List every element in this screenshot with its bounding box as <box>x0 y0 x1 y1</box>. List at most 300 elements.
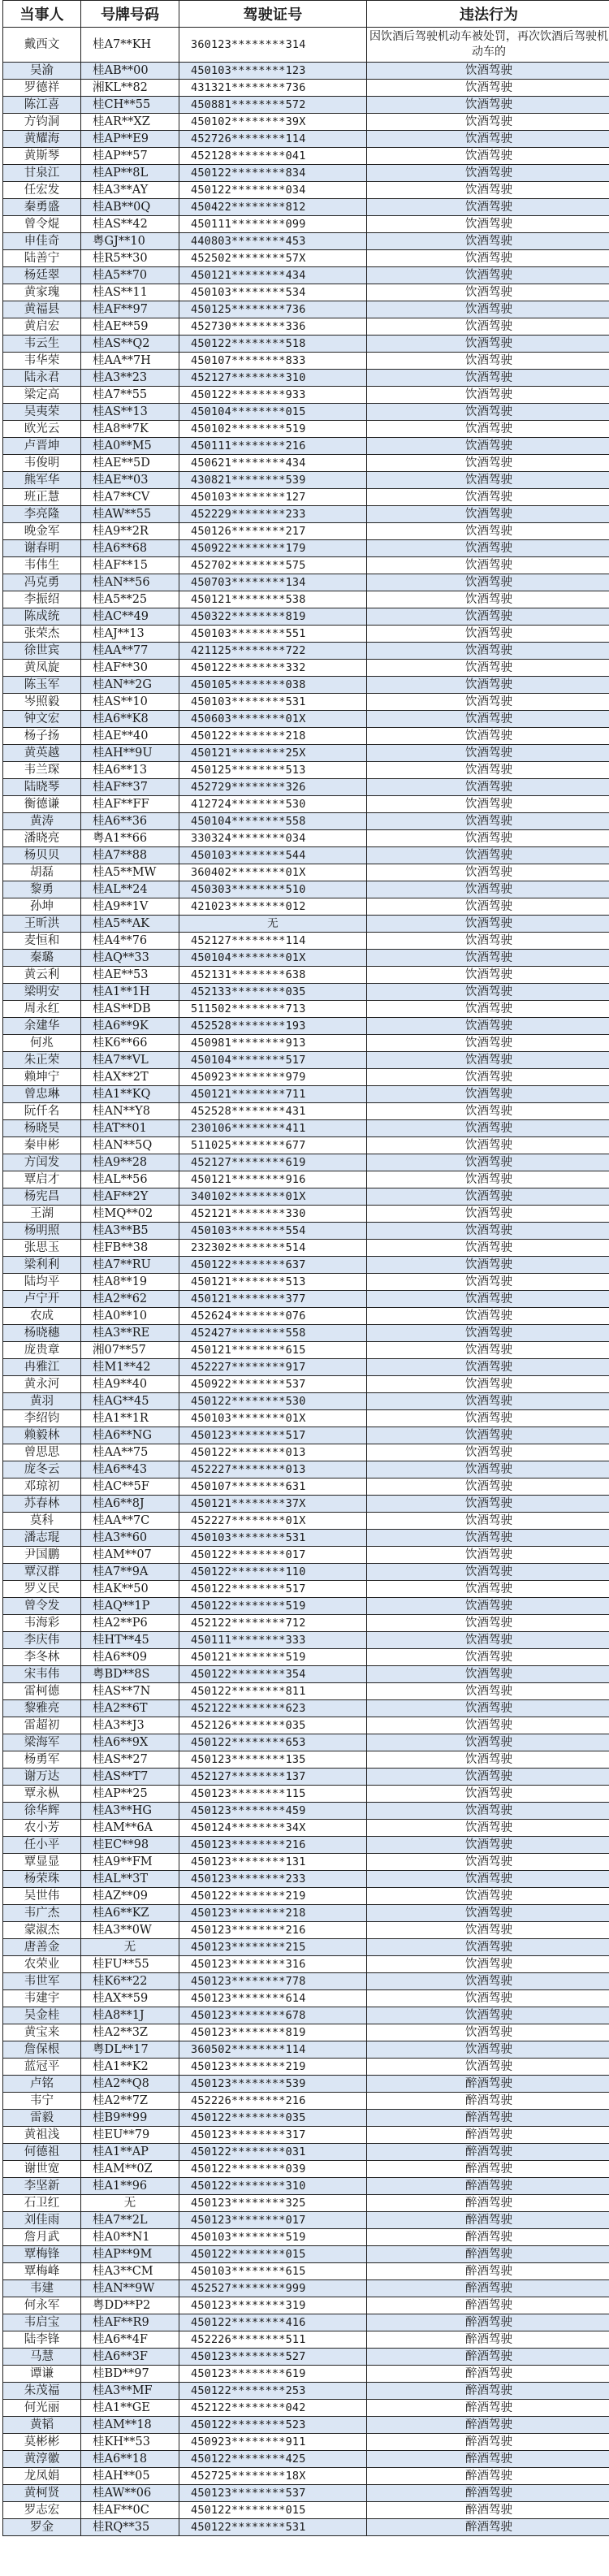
license-number: 452122********712 <box>179 1615 367 1632</box>
party-name: 曾令焜 <box>3 216 81 233</box>
party-name: 詹保根 <box>3 2041 81 2059</box>
table-row <box>3 591 609 608</box>
party-name: 罗义民 <box>3 1581 81 1598</box>
license-number: 450123********316 <box>179 1956 367 1973</box>
plate-number: 桂A2**62 <box>81 1291 179 1308</box>
license-number: 450603********01X <box>179 711 367 728</box>
party-name: 李绍钧 <box>3 1410 81 1427</box>
license-number: 450123********215 <box>179 1939 367 1956</box>
table-row <box>3 1035 609 1052</box>
violation-text: 饮酒驾驶 <box>367 779 609 796</box>
table-row <box>3 1751 609 1769</box>
violation-text: 饮酒驾驶 <box>367 353 609 370</box>
table-row <box>3 114 609 131</box>
table-row <box>3 1786 609 1803</box>
plate-number: 桂AM**07 <box>81 1547 179 1564</box>
violation-text: 饮酒驾驶 <box>367 796 609 813</box>
table-row <box>3 1444 609 1461</box>
violation-text: 饮酒驾驶 <box>367 933 609 950</box>
violation-text: 饮酒驾驶 <box>367 1666 609 1683</box>
plate-number: 桂A6**9K <box>81 1018 179 1035</box>
violation-text: 饮酒驾驶 <box>367 1274 609 1291</box>
violation-text: 饮酒驾驶 <box>367 1547 609 1564</box>
license-number: 412724********530 <box>179 796 367 813</box>
party-name: 农荣业 <box>3 1956 81 1973</box>
party-name: 王昕洪 <box>3 916 81 933</box>
table-row <box>3 643 609 660</box>
table-row <box>3 1956 609 1973</box>
license-number: 450121********538 <box>179 591 367 608</box>
violation-text: 饮酒驾驶 <box>367 80 609 97</box>
violation-text: 饮酒驾驶 <box>367 1478 609 1496</box>
violation-text: 饮酒驾驶 <box>367 1496 609 1513</box>
license-number: 450422********812 <box>179 199 367 216</box>
plate-number: 桂AM**18 <box>81 2417 179 2434</box>
table-row <box>3 898 609 916</box>
plate-number: 桂A1**1R <box>81 1410 179 1427</box>
table-row <box>3 2229 609 2246</box>
violation-text: 饮酒驾驶 <box>367 626 609 643</box>
plate-number: 桂A1**AP <box>81 2144 179 2161</box>
license-number: 450121********519 <box>179 1649 367 1666</box>
party-name: 邓琼初 <box>3 1478 81 1496</box>
license-number: 450107********631 <box>179 1478 367 1496</box>
violation-text: 饮酒驾驶 <box>367 608 609 626</box>
violation-text: 饮酒驾驶 <box>367 1854 609 1871</box>
license-number: 450922********537 <box>179 1376 367 1393</box>
license-number: 421125********722 <box>179 643 367 660</box>
license-number: 450122********015 <box>179 2502 367 2519</box>
license-number: 450621********434 <box>179 455 367 472</box>
table-row <box>3 1240 609 1257</box>
violation-text: 饮酒驾驶 <box>367 284 609 301</box>
plate-number: 桂AN**Y8 <box>81 1103 179 1120</box>
party-name: 韦云生 <box>3 336 81 353</box>
table-row <box>3 472 609 489</box>
license-number: 450122********013 <box>179 1444 367 1461</box>
plate-number: 桂FB**38 <box>81 1240 179 1257</box>
violation-text: 饮酒驾驶 <box>367 557 609 574</box>
table-row <box>3 1188 609 1206</box>
party-name: 王湖 <box>3 1206 81 1223</box>
table-row <box>3 182 609 199</box>
license-number: 452127********137 <box>179 1769 367 1786</box>
party-name: 陈江喜 <box>3 97 81 114</box>
plate-number: 桂A6**68 <box>81 540 179 557</box>
plate-number: 桂AE**53 <box>81 967 179 984</box>
plate-number: 桂A4**76 <box>81 933 179 950</box>
license-number: 450122********332 <box>179 660 367 677</box>
violation-text: 醉酒驾驶 <box>367 2161 609 2178</box>
table-row <box>3 2519 609 2536</box>
plate-number: 桂CH**55 <box>81 97 179 114</box>
violation-text: 饮酒驾驶 <box>367 1939 609 1956</box>
plate-number: 桂A3**23 <box>81 370 179 387</box>
plate-number: 粤DL**17 <box>81 2041 179 2059</box>
party-name: 庞冬云 <box>3 1461 81 1478</box>
violation-text: 醉酒驾驶 <box>367 2229 609 2246</box>
violation-text: 饮酒驾驶 <box>367 455 609 472</box>
table-row <box>3 1905 609 1922</box>
table-row <box>3 318 609 336</box>
plate-number: 桂KH**53 <box>81 2434 179 2451</box>
party-name: 陆善宁 <box>3 250 81 267</box>
violation-text: 饮酒驾驶 <box>367 1803 609 1820</box>
table-row <box>3 1615 609 1632</box>
plate-number: 桂AL**56 <box>81 1171 179 1188</box>
table-row <box>3 455 609 472</box>
violation-text: 饮酒驾驶 <box>367 1513 609 1530</box>
license-number: 450122********035 <box>179 2110 367 2127</box>
violation-text: 饮酒驾驶 <box>367 1922 609 1939</box>
violation-text: 饮酒驾驶 <box>367 1717 609 1734</box>
table-row <box>3 2314 609 2331</box>
table-row <box>3 1018 609 1035</box>
table-row <box>3 199 609 216</box>
license-number: 340102********01X <box>179 1188 367 1206</box>
party-name: 谢万达 <box>3 1769 81 1786</box>
table-row <box>3 1581 609 1598</box>
party-name: 农成 <box>3 1308 81 1325</box>
violation-text: 饮酒驾驶 <box>367 1342 609 1359</box>
party-name: 何兆 <box>3 1035 81 1052</box>
party-name: 阮仟名 <box>3 1103 81 1120</box>
violation-text: 饮酒驾驶 <box>367 1461 609 1478</box>
party-name: 唐善金 <box>3 1939 81 1956</box>
license-number: 450123********517 <box>179 1427 367 1444</box>
license-number: 452227********013 <box>179 1461 367 1478</box>
violation-text: 饮酒驾驶 <box>367 1632 609 1649</box>
license-number: 450121********37X <box>179 1496 367 1513</box>
table-row <box>3 1223 609 1240</box>
plate-number: 桂AK**50 <box>81 1581 179 1598</box>
party-name: 熊军华 <box>3 472 81 489</box>
plate-number: 桂A2**6T <box>81 1700 179 1717</box>
party-name: 孙坤 <box>3 898 81 916</box>
license-number: 450107********833 <box>179 353 367 370</box>
party-name: 曾忠琳 <box>3 1086 81 1103</box>
table-row <box>3 1513 609 1530</box>
table-row <box>3 1530 609 1547</box>
violation-text: 饮酒驾驶 <box>367 250 609 267</box>
table-row <box>3 2400 609 2417</box>
table-row <box>3 1803 609 1820</box>
plate-number: 桂EC**98 <box>81 1837 179 1854</box>
license-number: 450124********34X <box>179 1820 367 1837</box>
violation-text: 饮酒驾驶 <box>367 506 609 523</box>
license-number: 360402********01X <box>179 864 367 881</box>
license-number: 230106********411 <box>179 1120 367 1137</box>
violation-text: 饮酒驾驶 <box>367 1120 609 1137</box>
license-number: 450125********736 <box>179 301 367 318</box>
license-number: 450122********034 <box>179 182 367 199</box>
license-number: 450122********530 <box>179 1393 367 1410</box>
party-name: 杨晓昊 <box>3 1120 81 1137</box>
license-number: 452528********431 <box>179 1103 367 1120</box>
violation-text: 饮酒驾驶 <box>367 1188 609 1206</box>
party-name: 罗志宏 <box>3 2502 81 2519</box>
party-name: 韦华荣 <box>3 353 81 370</box>
party-name: 杨明照 <box>3 1223 81 1240</box>
table-row <box>3 1632 609 1649</box>
plate-number: 桂K6**66 <box>81 1035 179 1052</box>
table-row <box>3 1086 609 1103</box>
party-name: 黄永河 <box>3 1376 81 1393</box>
violation-text: 饮酒驾驶 <box>367 830 609 847</box>
license-number: 511502********713 <box>179 1001 367 1018</box>
license-number: 452502********57X <box>179 250 367 267</box>
violation-text: 醉酒驾驶 <box>367 2366 609 2383</box>
table-row <box>3 2280 609 2297</box>
table-row <box>3 2144 609 2161</box>
party-name: 杨廷翠 <box>3 267 81 284</box>
table-row <box>3 301 609 318</box>
plate-number: 桂AP**E9 <box>81 131 179 148</box>
party-name: 莫彬彬 <box>3 2434 81 2451</box>
violation-text: 饮酒驾驶 <box>367 233 609 250</box>
plate-number: 桂A9**1V <box>81 898 179 916</box>
violation-text: 饮酒驾驶 <box>367 63 609 80</box>
plate-number: 桂AW**55 <box>81 506 179 523</box>
violation-text: 饮酒驾驶 <box>367 182 609 199</box>
party-name: 黄英越 <box>3 745 81 762</box>
party-name: 宋韦伟 <box>3 1666 81 1683</box>
violation-text: 醉酒驾驶 <box>367 2400 609 2417</box>
table-row <box>3 1700 609 1717</box>
violation-text: 饮酒驾驶 <box>367 1734 609 1751</box>
plate-number: 桂AF**0C <box>81 2502 179 2519</box>
license-number: 232302********514 <box>179 1240 367 1257</box>
violation-text: 饮酒驾驶 <box>367 2041 609 2059</box>
table-row <box>3 1257 609 1274</box>
license-number: 450121********434 <box>179 267 367 284</box>
violation-text: 饮酒驾驶 <box>367 1564 609 1581</box>
table-row <box>3 336 609 353</box>
license-number: 450121********513 <box>179 1274 367 1291</box>
header-plate: 号牌号码 <box>81 1 179 28</box>
plate-number: 桂AN**2G <box>81 677 179 694</box>
plate-number: 桂AF**97 <box>81 301 179 318</box>
table-row <box>3 2366 609 2383</box>
table-row <box>3 148 609 165</box>
plate-number: 桂RQ**35 <box>81 2519 179 2536</box>
violation-text: 饮酒驾驶 <box>367 711 609 728</box>
license-number: 452725********18X <box>179 2468 367 2485</box>
license-number: 452127********310 <box>179 370 367 387</box>
plate-number: 桂AQ**33 <box>81 950 179 967</box>
violation-text: 饮酒驾驶 <box>367 1615 609 1632</box>
plate-number: 桂A6**18 <box>81 2451 179 2468</box>
table-row <box>3 353 609 370</box>
table-row <box>3 864 609 881</box>
party-name: 申佳奇 <box>3 233 81 250</box>
party-name: 潘晓亮 <box>3 830 81 847</box>
table-row <box>3 2468 609 2485</box>
table-row <box>3 233 609 250</box>
plate-number: 桂AF**2Y <box>81 1188 179 1206</box>
plate-number: 桂A1**K2 <box>81 2059 179 2076</box>
party-name: 李庆伟 <box>3 1632 81 1649</box>
violation-text: 饮酒驾驶 <box>367 745 609 762</box>
license-number: 450111********216 <box>179 438 367 455</box>
table-row <box>3 1496 609 1513</box>
party-name: 方钧洞 <box>3 114 81 131</box>
plate-number: 桂AS**T7 <box>81 1769 179 1786</box>
table-row <box>3 557 609 574</box>
plate-number: 桂A5**MW <box>81 864 179 881</box>
plate-number: 桂AE**03 <box>81 472 179 489</box>
party-name: 韦兰琛 <box>3 762 81 779</box>
table-row <box>3 1564 609 1581</box>
violation-text: 饮酒驾驶 <box>367 1035 609 1052</box>
party-name: 李振绍 <box>3 591 81 608</box>
table-row <box>3 2041 609 2059</box>
party-name: 卢铭 <box>3 2076 81 2093</box>
plate-number: 桂A6**09 <box>81 1649 179 1666</box>
license-number: 450103********123 <box>179 63 367 80</box>
table-row <box>3 1103 609 1120</box>
table-row <box>3 762 609 779</box>
violation-text: 醉酒驾驶 <box>367 2502 609 2519</box>
party-name: 韦启宝 <box>3 2314 81 2331</box>
party-name: 黄家瑰 <box>3 284 81 301</box>
party-name: 韦建 <box>3 2280 81 2297</box>
table-row <box>3 660 609 677</box>
violation-text: 饮酒驾驶 <box>367 864 609 881</box>
party-name: 冯克勇 <box>3 574 81 591</box>
party-name: 岑照毅 <box>3 694 81 711</box>
party-name: 黄宝来 <box>3 2024 81 2041</box>
license-number: 450322********819 <box>179 608 367 626</box>
plate-number: 桂AF**FF <box>81 796 179 813</box>
table-row <box>3 626 609 643</box>
plate-number: 桂MQ**02 <box>81 1206 179 1223</box>
plate-number: 桂FU**55 <box>81 1956 179 1973</box>
party-name: 秦璐 <box>3 950 81 967</box>
plate-number: 桂AP**8L <box>81 165 179 182</box>
party-name: 欧光云 <box>3 421 81 438</box>
violation-text: 饮酒驾驶 <box>367 404 609 421</box>
party-name: 罗德祥 <box>3 80 81 97</box>
license-number: 450122********517 <box>179 1581 367 1598</box>
plate-number: 桂AE**59 <box>81 318 179 336</box>
table-row <box>3 63 609 80</box>
plate-number: 桂A6**8J <box>81 1496 179 1513</box>
plate-number: 桂A6**43 <box>81 1461 179 1478</box>
license-number: 450703********134 <box>179 574 367 591</box>
violation-text: 饮酒驾驶 <box>367 114 609 131</box>
table-row <box>3 216 609 233</box>
violation-text: 饮酒驾驶 <box>367 336 609 353</box>
plate-number: 桂A3**60 <box>81 1530 179 1547</box>
plate-number: 桂A8**19 <box>81 1274 179 1291</box>
party-name: 潘志琨 <box>3 1530 81 1547</box>
table-row <box>3 267 609 284</box>
violation-text: 醉酒驾驶 <box>367 2383 609 2400</box>
table-row <box>3 1154 609 1171</box>
plate-number: 桂AA**7C <box>81 1513 179 1530</box>
plate-number: 桂AW**06 <box>81 2485 179 2502</box>
party-name: 吴金桂 <box>3 2007 81 2024</box>
party-name: 杨宪昌 <box>3 1188 81 1206</box>
table-row <box>3 1939 609 1956</box>
license-number: 440803********453 <box>179 233 367 250</box>
party-name: 衡德谦 <box>3 796 81 813</box>
license-number: 450122********354 <box>179 1666 367 1683</box>
violation-text: 饮酒驾驶 <box>367 1206 609 1223</box>
violation-text: 饮酒驾驶 <box>367 643 609 660</box>
table-row <box>3 881 609 898</box>
party-name: 李冬林 <box>3 1649 81 1666</box>
license-number: 450303********510 <box>179 881 367 898</box>
license-number: 450103********615 <box>179 2263 367 2280</box>
violation-text: 饮酒驾驶 <box>367 2059 609 2076</box>
violation-text: 饮酒驾驶 <box>367 1393 609 1410</box>
license-number: 450122********218 <box>179 728 367 745</box>
license-number: 452528********193 <box>179 1018 367 1035</box>
violation-text: 饮酒驾驶 <box>367 267 609 284</box>
violation-text: 醉酒驾驶 <box>367 2093 609 2110</box>
plate-number: 桂AF**30 <box>81 660 179 677</box>
violation-text: 饮酒驾驶 <box>367 660 609 677</box>
license-number: 450122********017 <box>179 1547 367 1564</box>
violation-text: 饮酒驾驶 <box>367 847 609 864</box>
violation-text: 饮酒驾驶 <box>367 1257 609 1274</box>
party-name: 冉雅江 <box>3 1359 81 1376</box>
table-body <box>3 28 609 2536</box>
license-number: 450111********099 <box>179 216 367 233</box>
license-number: 450123********527 <box>179 2349 367 2366</box>
table-row <box>3 28 609 63</box>
table-row <box>3 1683 609 1700</box>
table-row <box>3 131 609 148</box>
license-number: 330324********034 <box>179 830 367 847</box>
party-name: 苏春林 <box>3 1496 81 1513</box>
plate-number: 桂AP**57 <box>81 148 179 165</box>
party-name: 秦申彬 <box>3 1137 81 1154</box>
table-row <box>3 1717 609 1734</box>
party-name: 黄羽 <box>3 1393 81 1410</box>
party-name: 谭谦 <box>3 2366 81 2383</box>
violation-text: 饮酒驾驶 <box>367 472 609 489</box>
violation-text: 饮酒驾驶 <box>367 1786 609 1803</box>
license-number: 450122********811 <box>179 1683 367 1700</box>
violation-text: 饮酒驾驶 <box>367 950 609 967</box>
plate-number: 桂AP**9M <box>81 2246 179 2263</box>
table-row <box>3 1990 609 2007</box>
license-number: 450103********519 <box>179 2229 367 2246</box>
party-name: 朱正荣 <box>3 1052 81 1069</box>
license-number: 450122********425 <box>179 2451 367 2468</box>
violation-text: 醉酒驾驶 <box>367 2451 609 2468</box>
party-name: 方闰发 <box>3 1154 81 1171</box>
violation-text: 饮酒驾驶 <box>367 438 609 455</box>
plate-number: 桂A7**55 <box>81 387 179 404</box>
license-number: 452226********216 <box>179 2093 367 2110</box>
plate-number: 桂A3**0W <box>81 1922 179 1939</box>
plate-number: 桂A3**RE <box>81 1325 179 1342</box>
party-name: 黄韬 <box>3 2417 81 2434</box>
plate-number: 桂A7**88 <box>81 847 179 864</box>
plate-number: 桂AJ**13 <box>81 626 179 643</box>
table-row <box>3 165 609 182</box>
license-number: 450104********558 <box>179 813 367 830</box>
party-name: 陆李锋 <box>3 2331 81 2349</box>
plate-number: 桂R5**30 <box>81 250 179 267</box>
violation-text: 饮酒驾驶 <box>367 1888 609 1905</box>
plate-number: 无 <box>81 2195 179 2212</box>
violation-text: 饮酒驾驶 <box>367 1069 609 1086</box>
